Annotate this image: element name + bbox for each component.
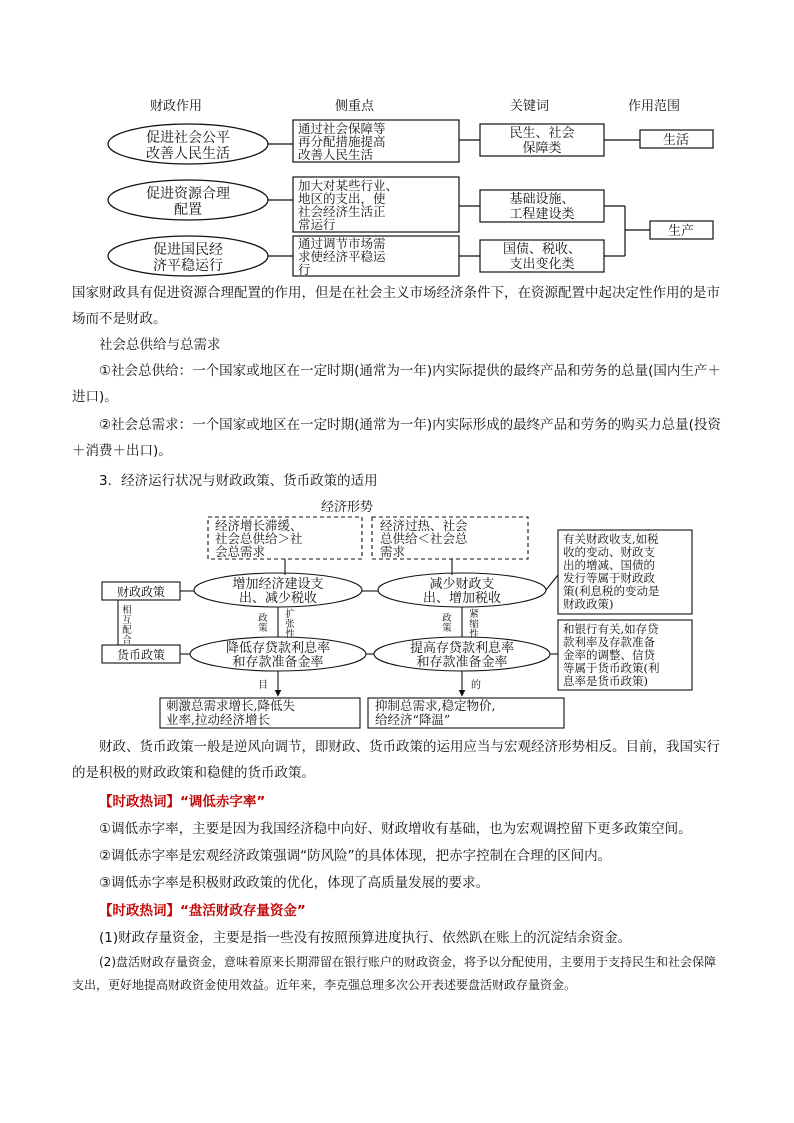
policy-word-right-2: 策 xyxy=(442,623,452,634)
monetary-policy-label: 货币政策 xyxy=(116,648,166,662)
paragraph-total-supply: ①社会总供给：一个国家或地区在一定时期(通常为一年)内实际提供的最终产品和劳务的总量(国内生产＋进口)。 xyxy=(72,363,721,405)
header-keyword: 关键词 xyxy=(510,99,550,114)
focus-2-line-4: 常运行 xyxy=(298,217,336,232)
deficit-point-1: ①调低赤字率，主要是因为我国经济稳中向好、财政增收有基础，也为宏观调控留下更多政策空间。 xyxy=(99,821,692,837)
goal-word-right: 的 xyxy=(471,680,481,691)
keyword-1-line-2: 保障类 xyxy=(522,141,562,156)
hot-word-title: “盘活财政存量资金” xyxy=(180,903,306,919)
note-fiscal-line-3: 出的增减、国债的 xyxy=(563,558,655,572)
focus-1-line-2: 再分配措施提高 xyxy=(298,134,386,149)
tightening-char-2: 缩 xyxy=(469,619,479,630)
policy-word-left-1: 政 xyxy=(258,613,268,624)
focus-2-line-1: 加大对某些行业、 xyxy=(298,178,399,193)
paragraph-counter-cyclical: 财政、货币政策一般是逆风向调节，即财政、货币政策的运用应当与宏观经济形势相反。目前，我国实行的是积极的财政政策和稳健的货币政策。 xyxy=(72,739,720,781)
coordinate-char-1: 相 xyxy=(122,605,132,616)
result-right-line-1: 抑制总需求,稳定物价, xyxy=(375,698,496,713)
keyword-3-line-1: 国债、税收、 xyxy=(502,242,582,257)
paragraph-fiscal-allocation: 国家财政具有促进资源合理配置的作用，但是在社会主义市场经济条件下，在资源配置中起决定性作用的是市场而不是财政。 xyxy=(72,285,720,327)
focus-2-line-3: 社会经济生活正 xyxy=(298,204,386,219)
paragraph-total-demand: ②社会总需求：一个国家或地区在一定时期(通常为一年)内实际形成的最终产品和劳务的购买力总量(投资＋消费＋出口)。 xyxy=(72,417,721,459)
coordinate-char-3: 配 xyxy=(122,625,132,636)
hot-word-heading-deficit xyxy=(72,789,724,815)
situation-left-line-2: 社会总供给＞社 xyxy=(215,531,303,546)
policy-word-right-1: 政 xyxy=(442,613,452,624)
deficit-point-2: ②调低赤字率是宏观经济政策强调“防风险”的具体体现，把赤字控制在合理的区间内。 xyxy=(99,848,612,864)
note-fiscal-line-6: 财政政策) xyxy=(563,597,614,611)
paragraph-supply-demand-heading: 社会总供给与总需求 xyxy=(99,337,221,353)
note-fiscal-line-1: 有关财政收支,如税 xyxy=(563,532,659,546)
note-monetary-line-5: 息率是货币政策) xyxy=(563,674,648,688)
role-3-line-1: 促进国民经 xyxy=(153,242,223,258)
role-2-line-1: 促进资源合理 xyxy=(146,186,230,202)
focus-3-line-2: 求使经济平稳运 xyxy=(298,249,386,264)
hot-word-heading-funds xyxy=(72,898,724,924)
expansion-char-3: 性 xyxy=(285,629,295,640)
role-1-line-1: 促进社会公平 xyxy=(146,130,230,146)
tightening-char-3: 性 xyxy=(469,629,479,640)
keyword-1-line-1: 民生、社会 xyxy=(509,126,575,141)
situation-left-line-3: 会总需求 xyxy=(215,544,266,559)
monetary-contract-line-1: 提高存贷款利息率 xyxy=(409,641,515,656)
role-2-line-2: 配置 xyxy=(174,202,202,218)
note-fiscal-line-2: 收的变动、财政支 xyxy=(563,545,655,559)
note-monetary-line-3: 金率的调整、信贷 xyxy=(563,648,655,662)
deficit-point-3: ③调低赤字率是积极财政政策的优化，体现了高质量发展的要求。 xyxy=(99,875,490,891)
situation-right-line-3: 需求 xyxy=(380,544,406,559)
result-left-line-2: 业率,拉动经济增长 xyxy=(166,712,270,727)
monetary-expand-line-2: 和存款准备金率 xyxy=(232,655,324,670)
fiscal-contract-line-1: 减少财政支 xyxy=(429,577,495,592)
funds-point-2: (2)盘活财政存量资金，意味着原来长期滞留在银行账户的财政资金，将予以分配使用，主要用于支持民生和社会保障支出，更好地提高财政资金使用效益。近年来，李克强总理多次公开表述要盘活财政存量资金。 xyxy=(72,955,717,992)
funds-point-1: (1)财政存量资金，主要是指一些没有按照预算进度执行、依然趴在账上的沉淀结余资金。 xyxy=(99,930,632,946)
hot-word-tag: 【时政热词】 xyxy=(99,794,180,810)
header-scope: 作用范围 xyxy=(628,99,681,114)
fiscal-expand-line-1: 增加经济建设支 xyxy=(232,577,324,592)
focus-1-line-1: 通过社会保障等 xyxy=(298,121,386,136)
keyword-3-line-2: 支出变化类 xyxy=(509,257,575,272)
focus-2-line-2: 地区的支出，使 xyxy=(298,191,386,206)
fiscal-contract-line-2: 出、增加税收 xyxy=(422,591,502,606)
result-left-line-1: 刺激总需求增长,降低失 xyxy=(166,698,295,713)
result-right-line-2: 给经济“降温” xyxy=(375,712,451,727)
expansion-char-2: 张 xyxy=(285,619,295,630)
policy-word-left-2: 策 xyxy=(258,623,268,634)
note-monetary-line-2: 款利率及存款准备 xyxy=(563,635,655,649)
hot-word-tag: 【时政热词】 xyxy=(99,903,180,919)
coordinate-char-4: 合 xyxy=(122,635,132,646)
note-monetary-line-4: 等属于货币政策(利 xyxy=(563,661,660,675)
header-focus: 侧重点 xyxy=(335,99,375,114)
fiscal-expand-line-2: 出、减少税收 xyxy=(238,591,318,606)
situation-right-line-1: 经济过热、社会 xyxy=(380,518,468,533)
situation-right-line-2: 总供给＜社会总 xyxy=(380,531,468,546)
expansion-char-1: 扩 xyxy=(285,609,295,620)
monetary-contract-line-2: 和存款准备金率 xyxy=(416,655,508,670)
hot-word-title: “调低赤字率” xyxy=(180,794,266,810)
role-3-line-2: 济平稳运行 xyxy=(153,258,223,274)
note-fiscal-line-4: 发行等属于财政政 xyxy=(563,571,655,585)
role-1-line-2: 改善人民生活 xyxy=(146,146,230,162)
coordinate-char-2: 互 xyxy=(122,615,132,626)
note-monetary-line-1: 和银行有关,如存贷 xyxy=(563,622,659,636)
fiscal-policy-label: 财政政策 xyxy=(116,585,166,599)
note-fiscal-line-5: 策(利息税的变动是 xyxy=(563,584,660,598)
goal-word-left: 目 xyxy=(258,680,268,691)
situation-left-line-1: 经济增长滞缓、 xyxy=(215,518,303,533)
header-role: 财政作用 xyxy=(150,99,203,114)
situation-title: 经济形势 xyxy=(320,500,374,515)
focus-3-line-1: 通过调节市场需 xyxy=(298,236,386,251)
scope-production: 生产 xyxy=(667,224,695,239)
tightening-char-1: 紧 xyxy=(469,609,479,620)
focus-3-line-3: 行 xyxy=(298,262,311,277)
focus-1-line-3: 改善人民生活 xyxy=(298,147,374,162)
keyword-2-line-1: 基础设施、 xyxy=(509,192,575,207)
section-heading-policy-application: 3．经济运行状况与财政政策、货币政策的适用 xyxy=(99,473,378,489)
keyword-2-line-2: 工程建设类 xyxy=(509,207,575,222)
scope-life: 生活 xyxy=(662,133,690,148)
monetary-expand-line-1: 降低存贷款利息率 xyxy=(225,641,331,656)
